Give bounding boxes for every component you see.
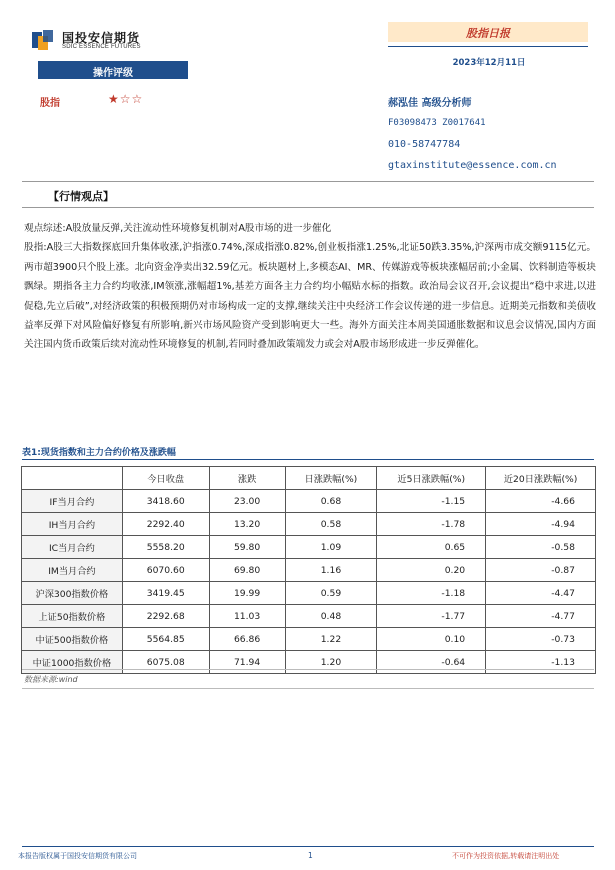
- table-cell: 3419.45: [122, 582, 209, 605]
- table-header-cell: 涨跌: [209, 467, 285, 490]
- table-row: [22, 605, 596, 628]
- table-cell-name: IC当月合约: [22, 536, 123, 559]
- table-row: [22, 559, 596, 582]
- table-cell: 1.16: [285, 559, 377, 582]
- table-cell-name: 上证50指数价格: [22, 605, 123, 628]
- report-date: 2023年12月11日: [452, 58, 526, 68]
- logo-mark-icon: [30, 28, 56, 52]
- table-cell-name: 沪深300指数价格: [22, 582, 123, 605]
- source-divider-top: [22, 669, 594, 670]
- table-cell: -4.77: [486, 605, 596, 628]
- table-cell: 0.58: [285, 513, 377, 536]
- table-cell-name: 中证1000指数价格: [22, 651, 123, 674]
- analyst-name: 郝泓佳 高级分析师: [388, 98, 472, 109]
- table-cell: 5558.20: [122, 536, 209, 559]
- header-divider: [388, 46, 588, 47]
- table-header-cell: 近20日涨跌幅(%): [486, 467, 596, 490]
- view-divider-bottom: [22, 207, 594, 208]
- table-cell: -0.58: [486, 536, 596, 559]
- analyst-phone: 010-58747784: [388, 139, 461, 150]
- table-row: [22, 582, 596, 605]
- table-cell: -1.78: [377, 513, 486, 536]
- table-caption: 表1:现货指数和主力合约价格及涨跌幅: [22, 448, 176, 458]
- footer-copyright: 本报告版权属于国投安信期货有限公司: [18, 852, 137, 860]
- rating-stars: ★☆☆: [108, 92, 144, 106]
- table-cell: 6070.60: [122, 559, 209, 582]
- table-cell-name: IH当月合约: [22, 513, 123, 536]
- source-divider-bottom: [22, 688, 594, 689]
- table-cell-name: IF当月合约: [22, 490, 123, 513]
- logo-english-name: SDIC ESSENCE FUTURES: [62, 44, 141, 50]
- table-header-row: [22, 467, 596, 490]
- table-cell: -4.47: [486, 582, 596, 605]
- logo-chinese-name: 国投安信期货: [62, 31, 141, 45]
- table-row: [22, 513, 596, 536]
- view-section-title: 【行情观点】: [48, 190, 114, 203]
- table-row: [22, 536, 596, 559]
- table-caption-divider: [22, 459, 594, 460]
- table-cell: 1.22: [285, 628, 377, 651]
- page-number: 1: [308, 851, 313, 860]
- table-header-cell: 今日收盘: [122, 467, 209, 490]
- price-table: [21, 466, 596, 674]
- table-cell: 0.68: [285, 490, 377, 513]
- table-cell: -1.77: [377, 605, 486, 628]
- table-cell: 13.20: [209, 513, 285, 536]
- table-cell: 59.80: [209, 536, 285, 559]
- commentary-summary: 观点综述:A股放量反弹,关注流动性环境修复机制对A股市场的进一步催化: [24, 223, 332, 234]
- analyst-license-id: F03098473 Z0017641: [388, 118, 486, 128]
- table-cell: 6075.08: [122, 651, 209, 674]
- company-logo: [30, 28, 180, 58]
- table-cell-name: IM当月合约: [22, 559, 123, 582]
- footer-disclaimer: 不可作为投资依据,转载请注明出处: [452, 852, 560, 860]
- table-cell: -0.87: [486, 559, 596, 582]
- operation-rating-title: 操作评级: [93, 68, 133, 79]
- operation-rating-bar: [38, 61, 188, 79]
- table-cell: -4.66: [486, 490, 596, 513]
- table-header-cell: [22, 467, 123, 490]
- table-cell: 0.10: [377, 628, 486, 651]
- table-cell: 11.03: [209, 605, 285, 628]
- table-row: [22, 628, 596, 651]
- table-cell: -0.73: [486, 628, 596, 651]
- data-source-note: 数据来源:wind: [24, 675, 78, 684]
- table-cell: 3418.60: [122, 490, 209, 513]
- table-cell: 66.86: [209, 628, 285, 651]
- table-cell: 19.99: [209, 582, 285, 605]
- table-row: [22, 651, 596, 674]
- table-header-cell: 近5日涨跌幅(%): [377, 467, 486, 490]
- rating-label: 股指: [40, 98, 60, 109]
- market-commentary: [24, 219, 596, 355]
- footer-divider: [22, 846, 594, 847]
- table-cell: 2292.68: [122, 605, 209, 628]
- table-header-cell: 日涨跌幅(%): [285, 467, 377, 490]
- report-type-label: 股指日报: [466, 27, 510, 40]
- table-cell: 71.94: [209, 651, 285, 674]
- table-cell: 1.09: [285, 536, 377, 559]
- table-row: [22, 490, 596, 513]
- table-cell: 0.48: [285, 605, 377, 628]
- analyst-email[interactable]: gtaxinstitute@essence.com.cn: [388, 160, 557, 171]
- table-cell: 0.59: [285, 582, 377, 605]
- table-cell: -0.64: [377, 651, 486, 674]
- table-cell: -4.94: [486, 513, 596, 536]
- view-divider-top: [22, 181, 594, 182]
- report-type-banner: [388, 22, 588, 42]
- table-cell: 2292.40: [122, 513, 209, 536]
- table-cell: -1.18: [377, 582, 486, 605]
- table-cell: 5564.85: [122, 628, 209, 651]
- table-cell: 0.65: [377, 536, 486, 559]
- table-cell: 0.20: [377, 559, 486, 582]
- table-cell: 1.20: [285, 651, 377, 674]
- table-cell: 69.80: [209, 559, 285, 582]
- table-cell: -1.15: [377, 490, 486, 513]
- commentary-paragraph: 股指:A股三大指数探底回升集体收涨,沪指涨0.74%,深成指涨0.82%,创业板指涨1.25%,北证50跌3.35%,沪深两市成交额9115亿元。两市超3900只个股上涨。北向资金净卖出32.59亿元。板块题材上,多模态AI、MR、传媒游戏等板块涨幅居前;小金属、饮料制造等板块飘绿。期指各主力合约均收涨,IM领涨,涨幅超1%,基差方面各主力合约均小幅贴水标的指数。政治局会议召开,会议提出“稳中求进,以进促稳,先立后破”,对经济政策的积极预期仍对市场构成一定的支撑,继续关注中央经济工作会议传递的进一步信息。近期美元指数和美债收益率反弹下对风险偏好修复有所影响,新兴市场风险资产受到影响更大一些。海外方面关注本周美国通胀数据和议息会议情况,国内方面关注国内货币政策后续对流动性环境修复的机制,若同时叠加政策端发力或会对A股市场形成进一步反弹催化。: [24, 242, 596, 351]
- table-cell-name: 中证500指数价格: [22, 628, 123, 651]
- table-cell: -1.13: [486, 651, 596, 674]
- table-cell: 23.00: [209, 490, 285, 513]
